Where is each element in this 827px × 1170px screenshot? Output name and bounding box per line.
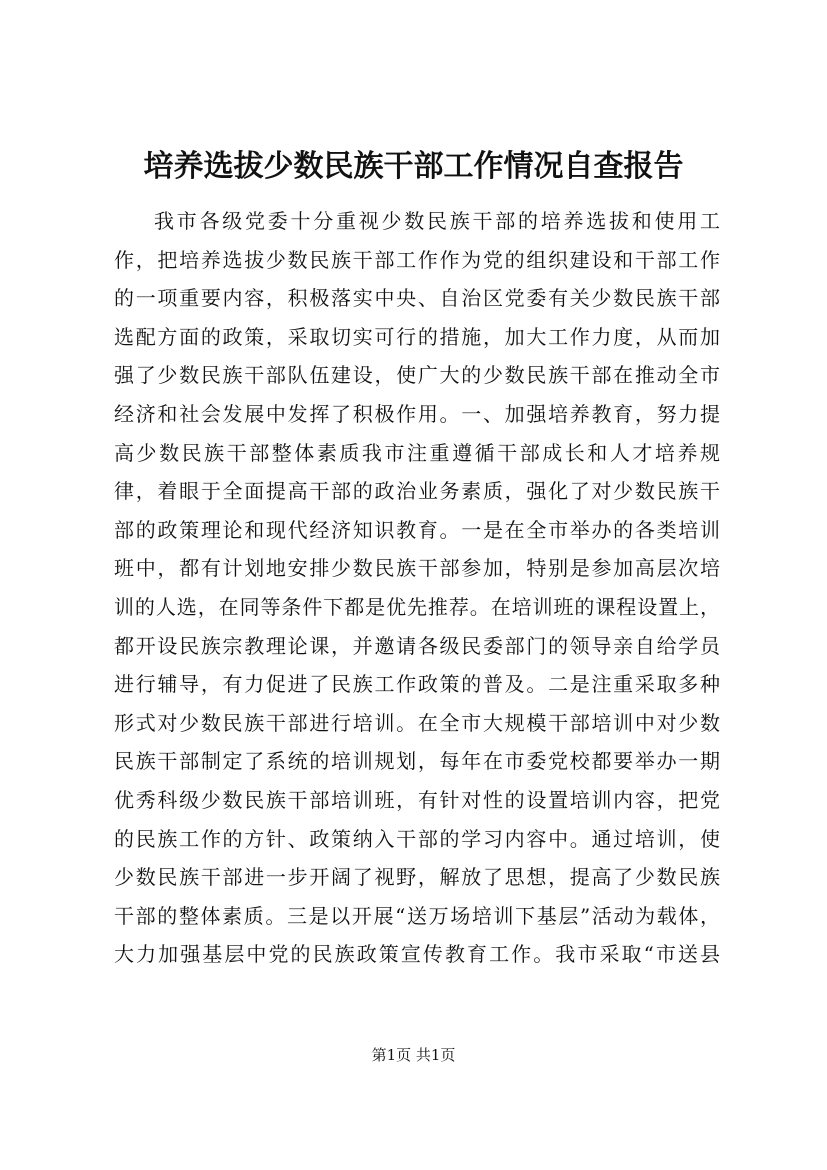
body-line: 高少数民族干部整体素质我市注重遵循干部成长和人才培养规: [114, 440, 720, 465]
body-line: 我市各级党委十分重视少数民族干部的培养选拔和使用工: [154, 209, 720, 233]
body-line: 干部的整体素质。三是以开展“送万场培训下基层”活动为载体，: [114, 903, 720, 928]
body-line: 民族干部制定了系统的培训规划，每年在市委党校都要举办一期: [114, 749, 720, 774]
body-line: 强了少数民族干部队伍建设，使广大的少数民族干部在推动全市: [114, 363, 720, 388]
body-line: 班中，都有计划地安排少数民族干部参加，特别是参加高层次培: [114, 556, 720, 581]
body-line: 优秀科级少数民族干部培训班，有针对性的设置培训内容，把党: [114, 787, 720, 812]
body-line: 训的人选，在同等条件下都是优先推荐。在培训班的课程设置上，: [114, 594, 720, 619]
page-footer: 第1页 共1页: [371, 1046, 456, 1064]
body-line: 进行辅导，有力促进了民族工作政策的普及。二是注重采取多种: [114, 672, 720, 697]
body-line: 少数民族干部进一步开阔了视野，解放了思想，提高了少数民族: [114, 865, 720, 890]
body-line: 的一项重要内容，积极落实中央、自治区党委有关少数民族干部: [114, 286, 720, 311]
body-line: 都开设民族宗教理论课，并邀请各级民委部门的领导亲自给学员: [114, 633, 720, 658]
document-title: 培养选拔少数民族干部工作情况自查报告: [143, 149, 684, 184]
body-line: 作，把培养选拔少数民族干部工作作为党的组织建设和干部工作: [114, 247, 720, 272]
document-body: [114, 202, 720, 974]
body-line: 形式对少数民族干部进行培训。在全市大规模干部培训中对少数: [114, 710, 720, 735]
body-line: 大力加强基层中党的民族政策宣传教育工作。我市采取“市送县: [114, 942, 720, 967]
body-line: 选配方面的政策，采取切实可行的措施，加大工作力度，从而加: [114, 324, 720, 349]
body-line: 部的政策理论和现代经济知识教育。一是在全市举办的各类培训: [114, 517, 720, 542]
body-line: 经济和社会发展中发挥了积极作用。一、加强培养教育，努力提: [114, 401, 720, 426]
body-line: 律，着眼于全面提高干部的政治业务素质，强化了对少数民族干: [114, 479, 720, 504]
body-line: 的民族工作的方针、政策纳入干部的学习内容中。通过培训，使: [114, 826, 720, 851]
